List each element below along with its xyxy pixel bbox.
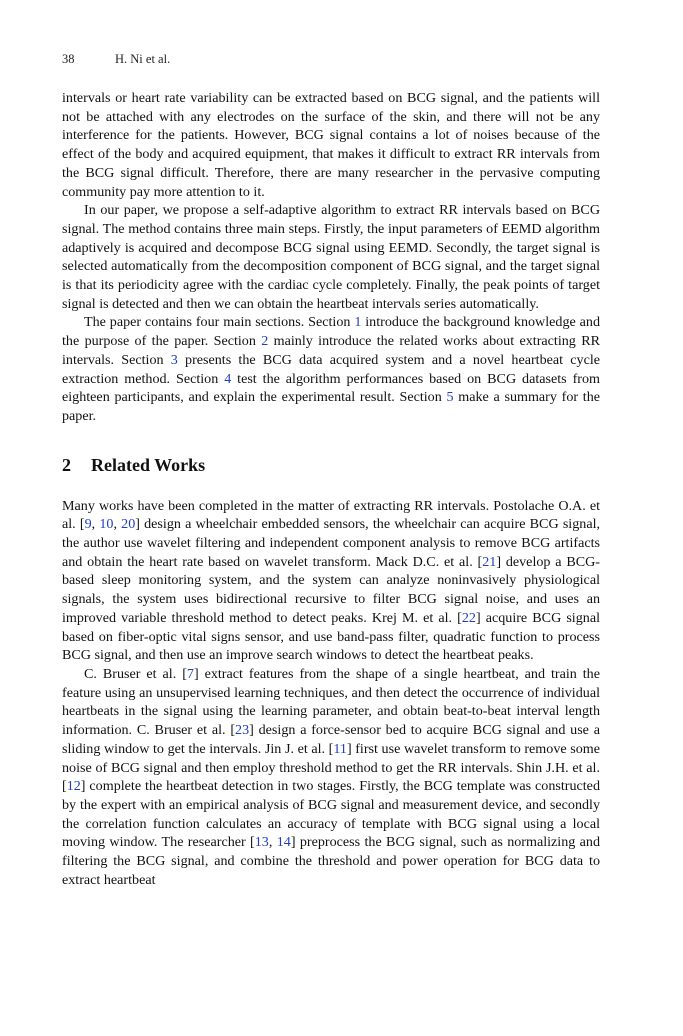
paragraph-text: C. Bruser et al. [ — [84, 665, 187, 682]
running-authors: H. Ni et al. — [115, 52, 171, 66]
paragraph-text: introduce the background knowledge and the purpose of the paper. Section — [62, 314, 600, 350]
paragraph-text: ] first use wavelet transform to remove some noise of BCG signal and then employ threshold method to get the RR intervals. Shin J.H. et al. [ — [62, 740, 600, 795]
paragraph-text: , — [113, 516, 122, 533]
paragraph-text: The paper contains four main sections. Section — [84, 314, 355, 331]
citation-link[interactable]: 12 — [66, 778, 81, 795]
paragraph — [62, 497, 600, 665]
paragraph-text: presents the BCG data acquired system and a novel heartbeat cycle extraction method. Section — [62, 351, 600, 387]
paragraph-text: ] acquire BCG signal based on fiber-optic vital signs sensor, and use band-pass filter, quadratic function to process BCG signal, and then use an improve search windows to detect the heartbeat peaks. — [62, 609, 600, 664]
citation-link[interactable]: 5 — [446, 389, 454, 406]
citation-link[interactable]: 23 — [235, 722, 250, 739]
paragraph-text: , — [268, 834, 277, 851]
citation-link[interactable]: 4 — [224, 370, 232, 387]
paragraph-text: intervals or heart rate variability can be extracted based on BCG signal, and the patients will not be attached with any electrodes on the surface of the skin, and there will not be any interference for the patients. However, BCG signal contains a lot of noises because of the effect of the body and acquired equipment, that makes it difficult to extract RR intervals from the BCG signal difficult. Therefore, there are many researcher in the pervasive computing community pay more attention to it. — [62, 90, 600, 200]
citation-link[interactable]: 14 — [276, 834, 291, 851]
citation-link[interactable]: 20 — [121, 516, 136, 533]
paragraph — [62, 89, 600, 201]
section-heading — [62, 454, 600, 476]
paragraph-text: ] design a force-sensor bed to acquire BCG signal and use a sliding window to get the intervals. Jin J. et al. [ — [62, 722, 600, 757]
citation-link[interactable]: 21 — [482, 553, 497, 570]
paragraph-text: test the algorithm performances based on BCG datasets from eighteen participants, and explain the experimental result. Section — [62, 370, 600, 406]
citation-link[interactable]: 7 — [186, 665, 194, 682]
page-number: 38 — [62, 52, 75, 66]
paragraph — [62, 313, 600, 425]
citation-link[interactable]: 11 — [333, 740, 347, 757]
citation-link[interactable]: 1 — [354, 314, 362, 331]
intro-paragraphs — [62, 89, 600, 426]
paragraph-text: ] preprocess the BCG signal, such as normalizing and filtering the BCG signal, and combine the threshold and power operation for BCG data to extract heartbeat — [62, 834, 601, 888]
paragraph-text: mainly introduce the related works about extracting RR intervals. Section — [62, 333, 600, 368]
paragraph-text: Many works have been completed in the matter of extracting RR intervals. Postolache O.A. et al. [ — [62, 497, 600, 533]
paragraph — [62, 665, 600, 889]
body-text — [62, 89, 600, 889]
citation-link[interactable]: 9 — [84, 516, 92, 533]
citation-link[interactable]: 13 — [254, 834, 269, 851]
paragraph — [62, 201, 600, 313]
section-number: 2 — [62, 454, 71, 475]
paragraph-text: ] design a wheelchair embedded sensors, the wheelchair can acquire BCG signal, the author use wavelet filtering and independent component analysis to remove BCG artifacts and obtain the heart rate based on wavelet transform. Mack D.C. et al. [ — [62, 516, 601, 570]
paragraph-text: ] extract features from the shape of a single heartbeat, and train the feature using an unsupervised learning techniques, and then detect the occurrence of individual heartbeats in the signal using the learning parameter, and obtain beat-to-beat interval length information. C. Bruser et al. [ — [62, 665, 600, 739]
related-works-paragraphs — [62, 497, 600, 890]
citation-link[interactable]: 22 — [461, 609, 476, 626]
running-header — [62, 52, 600, 67]
citation-link[interactable]: 2 — [261, 333, 269, 350]
citation-link[interactable]: 10 — [99, 516, 114, 533]
section-title: Related Works — [91, 454, 206, 475]
paragraph-text: make a summary for the paper. — [62, 389, 600, 424]
citation-link[interactable]: 3 — [170, 351, 178, 368]
paragraph-text: In our paper, we propose a self-adaptive algorithm to extract RR intervals based on BCG signal. The method contains three main steps. Firstly, the input parameters of EEMD algorithm adaptively is acquired and decompose BCG signal using EEMD. Secondly, the target signal is selected automatically from the decomposition component of BCG signal, and the target signal is that its periodicity agree with the cardiac cycle completely. Finally, the peak points of target signal is detected and then we can obtain the heartbeat intervals series automatically. — [62, 202, 600, 312]
paragraph-text: , — [91, 516, 100, 533]
paragraph-text: ] develop a BCG-based sleep monitoring system, and the system can analyze noninvasively physiological signals, the system uses bidirectional recursive to filter BCG signal noise, and uses an improved variable threshold method to detect peaks. Krej M. et al. [ — [62, 553, 600, 626]
paragraph-text: ] complete the heartbeat detection in two stages. Firstly, the BCG template was constructed by the expert with an empirical analysis of BCG signal and measurement device, and secondly the correlation function calculates an accuracy of template with BCG signal using a local moving window. The researcher [ — [62, 778, 600, 851]
